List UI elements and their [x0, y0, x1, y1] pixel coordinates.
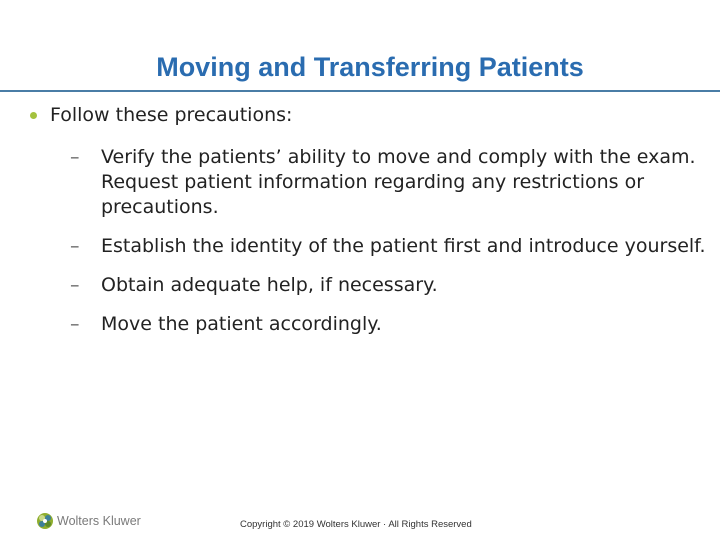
precaution-item — [70, 312, 710, 337]
precaution-text: Establish the identity of the patient first and introduce yourself. — [101, 235, 706, 257]
slide-title: Moving and Transferring Patients — [156, 52, 584, 82]
wolters-kluwer-logo — [36, 512, 141, 530]
precaution-text: Verify the patients’ ability to move and comply with the exam. Request patient information regarding any restrictions or precautions. — [101, 146, 696, 218]
precaution-item — [70, 234, 710, 259]
dash-icon: – — [70, 274, 80, 296]
dash-icon: – — [70, 235, 80, 257]
title-divider — [0, 90, 720, 92]
precaution-item — [70, 273, 710, 298]
main-bullet — [30, 104, 292, 126]
precaution-text: Obtain adequate help, if necessary. — [101, 274, 438, 296]
precaution-item — [70, 145, 710, 220]
precautions-list — [70, 145, 710, 351]
copyright-notice: Copyright © 2019 Wolters Kluwer · All Rights Reserved — [240, 519, 472, 530]
logo-text: Wolters Kluwer — [57, 514, 141, 528]
main-bullet-text: Follow these precautions: — [50, 104, 293, 126]
dash-icon: – — [70, 313, 80, 335]
dash-icon: – — [70, 146, 80, 168]
precaution-text: Move the patient accordingly. — [101, 313, 382, 335]
wolters-kluwer-globe-icon — [36, 512, 54, 530]
bullet-dot-icon — [30, 112, 37, 119]
